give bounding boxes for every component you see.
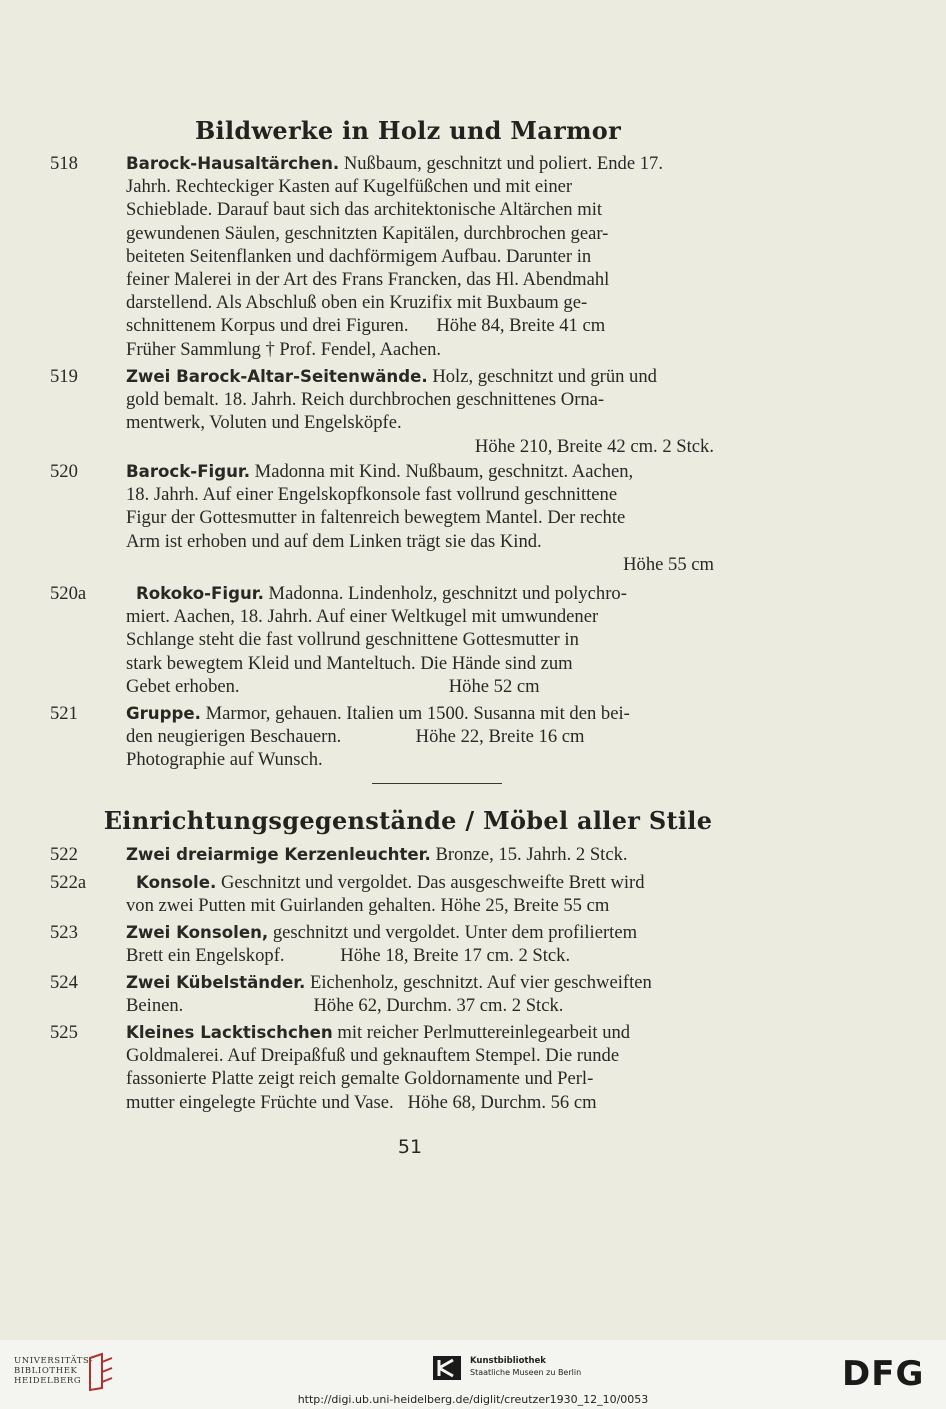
entry-text-line: stark bewegtem Kleid und Manteltuch. Die Hände sind zum <box>126 652 573 674</box>
entry-text-line: Figur der Gottesmutter in faltenreich bewegtem Mantel. Der rechte <box>126 507 626 529</box>
entry-text: Marmor, gehauen. Italien um 1500. Susanna mit den bei- <box>200 703 630 724</box>
entry-title: Barock-Figur. <box>126 462 251 481</box>
entry-title: Kleines Lacktischchen <box>126 1023 333 1042</box>
kunst-title: Kunstbibliothek <box>470 1356 546 1366</box>
catalog-entry-522 <box>50 843 734 866</box>
entry-first-line <box>50 702 734 725</box>
entry-first-line <box>50 152 734 175</box>
entry-number: 521 <box>50 703 78 724</box>
entry-text: Eichenholz, geschnitzt. Auf vier geschweiften <box>305 972 652 993</box>
catalog-entry-522a <box>50 871 734 917</box>
university-line-1: UNIVERSITÄTS- <box>14 1356 94 1366</box>
entry-number: 523 <box>50 922 78 943</box>
entry-number: 518 <box>50 153 78 174</box>
section-divider <box>372 783 502 784</box>
entry-text-line: Jahrh. Rechteckiger Kasten auf Kugelfüßchen und mit einer <box>126 176 573 198</box>
university-line-2: BIBLIOTHEK <box>14 1366 78 1376</box>
page-number: 51 <box>397 1136 423 1158</box>
entry-text-line: Schieblade. Darauf baut sich das architektonische Altärchen mit <box>126 199 603 221</box>
entry-first-line <box>50 871 734 894</box>
university-logo-icon <box>86 1352 116 1392</box>
kunstbibliothek-logo-icon <box>433 1356 461 1380</box>
entry-text: Madonna mit Kind. Nußbaum, geschnitzt. Aachen, <box>250 461 634 482</box>
entry-number: 525 <box>50 1022 78 1043</box>
entry-text-line: mutter eingelegte Früchte und Vase. Höhe 68, Durchm. 56 cm <box>126 1091 597 1113</box>
catalog-entry-519 <box>50 365 734 458</box>
university-library-label <box>14 1356 93 1386</box>
entry-text-line: feiner Malerei in der Art des Frans Francken, das Hl. Abendmahl <box>126 269 610 291</box>
entry-text-line: Brett ein Engelskopf. Höhe 18, Breite 17 cm. 2 Stck. <box>126 945 571 967</box>
entry-number: 524 <box>50 972 78 993</box>
entry-text: Madonna. Lindenholz, geschnitzt und polychro- <box>263 583 627 604</box>
section-heading-sculptures: Bildwerke in Holz und Marmor <box>194 116 622 145</box>
catalog-entry-520 <box>50 460 734 576</box>
entry-text: geschnitzt und vergoldet. Unter dem profiliertem <box>268 922 638 943</box>
entry-title: Rokoko-Figur. <box>136 584 264 603</box>
entry-text-line: schnittenem Korpus und drei Figuren. Höhe 84, Breite 41 cm <box>126 315 606 337</box>
catalog-entry-518 <box>50 152 734 361</box>
entry-text-line: fassonierte Platte zeigt reich gemalte Goldornamente und Perl- <box>126 1068 594 1090</box>
catalog-entry-523 <box>50 921 734 967</box>
entry-text-line: Goldmalerei. Auf Dreipaßfuß und geknauftem Stempel. Die runde <box>126 1045 620 1067</box>
entry-number: 520a <box>50 583 87 604</box>
entry-first-line <box>50 843 734 866</box>
entry-number: 522a <box>50 872 87 893</box>
entry-text-line: beiteten Seitenflanken und dachförmigem Aufbau. Darunter in <box>126 245 592 267</box>
entry-text-line: 18. Jahrh. Auf einer Engelskopfkonsole fast vollrund geschnittene <box>126 484 618 506</box>
entry-first-line <box>50 971 734 994</box>
kunst-subtitle: Staatliche Museen zu Berlin <box>470 1368 582 1377</box>
entry-text-line: Beinen. Höhe 62, Durchm. 37 cm. 2 Stck. <box>126 995 564 1017</box>
entry-text-line: den neugierigen Beschauern. Höhe 22, Breite 16 cm <box>126 726 585 748</box>
entry-text-line: Gebet erhoben. Höhe 52 cm <box>126 675 540 697</box>
catalog-entry-524 <box>50 971 734 1017</box>
entry-text-line: darstellend. Als Abschluß oben ein Kruzifix mit Buxbaum ge- <box>126 292 588 314</box>
catalog-entry-520a <box>50 582 734 698</box>
entry-title: Konsole. <box>136 873 217 892</box>
entry-title: Zwei Barock-Altar-Seitenwände. <box>126 367 428 386</box>
entry-text-line: Arm ist erhoben und auf dem Linken trägt sie das Kind. <box>126 530 542 552</box>
entry-title: Zwei dreiarmige Kerzenleuchter. <box>126 845 431 864</box>
entry-dimensions: Höhe 210, Breite 42 cm. 2 Stck. <box>474 435 714 457</box>
entry-text: Geschnitzt und vergoldet. Das ausgeschweifte Brett wird <box>216 872 645 893</box>
entry-text-line: gewundenen Säulen, geschnitzten Kapitälen, durchbrochen gear- <box>126 222 609 244</box>
entry-dimensions: Höhe 55 cm <box>623 553 714 575</box>
university-line-3: HEIDELBERG <box>14 1376 82 1386</box>
entry-number: 519 <box>50 366 78 387</box>
catalog-entry-521 <box>50 702 734 772</box>
entry-text-line: Photographie auf Wunsch. <box>126 749 323 771</box>
entry-text: Nußbaum, geschnitzt und poliert. Ende 17. <box>339 153 663 174</box>
entry-title: Zwei Kübelständer. <box>126 973 306 992</box>
entry-text-line: mentwerk, Voluten und Engelsköpfe. <box>126 412 402 434</box>
entry-first-line <box>50 365 734 388</box>
entry-text-line: miert. Aachen, 18. Jahrh. Auf einer Weltkugel mit umwundener <box>126 606 599 628</box>
entry-number: 522 <box>50 844 78 865</box>
entry-first-line <box>50 1021 734 1044</box>
source-url[interactable]: http://digi.ub.uni-heidelberg.de/diglit/creutzer1930_12_10/0053 <box>297 1393 649 1406</box>
entry-title: Barock-Hausaltärchen. <box>126 154 340 173</box>
catalog-entry-525 <box>50 1021 734 1114</box>
entry-first-line <box>50 921 734 944</box>
dfg-logo: DFG <box>842 1354 925 1394</box>
entry-text: Holz, geschnitzt und grün und <box>427 366 657 387</box>
kunstbibliothek-label <box>470 1355 581 1378</box>
entry-text: Bronze, 15. Jahrh. 2 Stck. <box>430 844 628 865</box>
entry-text: mit reicher Perlmuttereinlegearbeit und <box>332 1022 631 1043</box>
entry-first-line <box>50 460 734 483</box>
entry-title: Gruppe. <box>126 704 201 723</box>
entry-text-line: gold bemalt. 18. Jahrh. Reich durchbrochen geschnittenes Orna- <box>126 389 605 411</box>
entry-text-line: von zwei Putten mit Guirlanden gehalten. Höhe 25, Breite 55 cm <box>126 895 610 917</box>
entry-title: Zwei Konsolen, <box>126 923 269 942</box>
entry-first-line <box>50 582 734 605</box>
section-heading-furniture: Einrichtungsgegenstände / Möbel aller Stile <box>103 806 713 835</box>
entry-text-line: Schlange steht die fast vollrund geschnittene Gottesmutter in <box>126 629 579 651</box>
entry-text-line: Früher Sammlung † Prof. Fendel, Aachen. <box>126 338 442 360</box>
entry-number: 520 <box>50 461 78 482</box>
